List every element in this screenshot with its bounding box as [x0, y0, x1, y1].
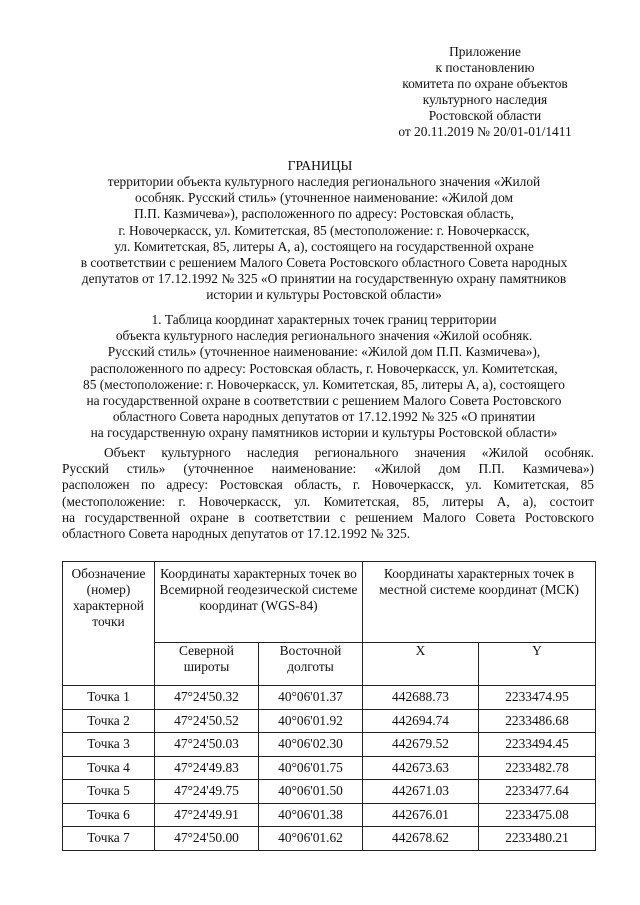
section-line: 85 (местоположение: г. Новочеркасск, ул. Комитетская, 85, литеры А, а), состоящего — [83, 376, 565, 392]
cell-longitude: 40°06'01.92 — [259, 709, 363, 733]
cell-point: Точка 3 — [63, 733, 155, 757]
cell-point: Точка 2 — [63, 709, 155, 733]
header-longitude: Восточной долготы — [259, 643, 363, 686]
header-wgs84-group: Координаты характерных точек во Всемирной геодезической системе координат (WGS-84) — [155, 562, 363, 643]
paragraph-line: областного Совета народных депутатов от 17.12.1992 № 325. — [62, 526, 411, 542]
paragraph-line: расположен по адресу: Ростовская область, г. Новочеркасск, ул. Комитетская, 85 — [62, 477, 594, 493]
cell-longitude: 40°06'01.62 — [259, 827, 363, 851]
section-line: Русский стиль» (уточненное наименование: «Жилой дом П.П. Казмичева»), — [107, 344, 541, 360]
section-heading — [44, 312, 604, 442]
section-line: областного Совета народных депутатов от 17.12.1992 № 325 «О принятии — [112, 409, 536, 425]
cell-x: 442679.52 — [363, 733, 479, 757]
cell-x: 442676.01 — [363, 803, 479, 827]
document-title: ГРАНИЦЫ — [287, 158, 353, 173]
table-row — [63, 733, 596, 757]
paragraph-line: на государственной охране в соответствии с решением Малого Совета Ростовского — [62, 509, 594, 525]
section-line: 1. Таблица координат характерных точек границ территории — [151, 312, 497, 327]
table-row — [63, 709, 596, 733]
cell-y: 2233480.21 — [479, 827, 596, 851]
subtitle-line: территории объекта культурного наследия регионального значения «Жилой — [107, 174, 541, 189]
header-msk-group: Координаты характерных точек в местной системе координат (МСК) — [363, 562, 596, 643]
cell-y: 2233482.78 — [479, 756, 596, 780]
cell-y: 2233494.45 — [479, 733, 596, 757]
cell-x: 442678.62 — [363, 827, 479, 851]
cell-point: Точка 7 — [63, 827, 155, 851]
object-description — [62, 445, 594, 542]
cell-y: 2233477.64 — [479, 780, 596, 804]
appendix-line: Ростовской области — [428, 108, 542, 123]
table-row — [63, 803, 596, 827]
section-line: объекта культурного наследия регионального значения «Жилой особняк. — [115, 328, 533, 344]
coordinates-rows — [63, 686, 596, 851]
document-subtitle — [44, 174, 604, 304]
cell-x: 442671.03 — [363, 780, 479, 804]
cell-point: Точка 1 — [63, 686, 155, 710]
table-row — [63, 780, 596, 804]
cell-point: Точка 4 — [63, 756, 155, 780]
subtitle-line: депутатов от 17.12.1992 № 325 «О принятии на государственную охрану памятников — [81, 271, 567, 287]
table-row — [63, 756, 596, 780]
paragraph-line: Объект культурного наследия регионального значения «Жилой особняк. — [104, 445, 594, 460]
cell-latitude: 47°24'50.32 — [155, 686, 259, 710]
cell-y: 2233475.08 — [479, 803, 596, 827]
cell-x: 442694.74 — [363, 709, 479, 733]
appendix-line: комитета по охране объектов — [402, 76, 568, 91]
cell-latitude: 47°24'50.52 — [155, 709, 259, 733]
subtitle-line: истории и культуры Ростовской области» — [206, 287, 442, 303]
cell-longitude: 40°06'01.38 — [259, 803, 363, 827]
section-line: на государственной охране в соответствии с решением Малого Совета Ростовского — [86, 393, 562, 409]
subtitle-line: П.П. Казмичева»), расположенного по адресу: Ростовская область, — [134, 206, 514, 222]
cell-x: 442688.73 — [363, 686, 479, 710]
paragraph-line: Русский стиль» (уточненное наименование: «Жилой дом П.П. Казмичева») — [62, 461, 594, 477]
table-row — [63, 827, 596, 851]
coordinates-table — [62, 561, 596, 851]
section-line: расположенного по адресу: Ростовская область, г. Новочеркасск, ул. Комитетская, — [90, 360, 558, 376]
header-point-designation: Обозначение (номер) характерной точки — [63, 562, 155, 686]
appendix-line: от 20.11.2019 № 20/01-01/1411 — [398, 124, 572, 139]
cell-longitude: 40°06'02.30 — [259, 733, 363, 757]
cell-longitude: 40°06'01.37 — [259, 686, 363, 710]
subtitle-line: особняк. Русский стиль» (уточненное наименование: «Жилой дом — [135, 190, 513, 206]
appendix-line: к постановлению — [435, 60, 535, 75]
cell-latitude: 47°24'49.91 — [155, 803, 259, 827]
cell-point: Точка 6 — [63, 803, 155, 827]
subtitle-line: г. Новочеркасск, ул. Комитетская, 85 (местоположение: г. Новочеркасск, — [118, 222, 530, 238]
appendix-header — [360, 44, 610, 140]
cell-y: 2233474.95 — [479, 686, 596, 710]
header-y: Y — [479, 643, 596, 686]
cell-latitude: 47°24'50.00 — [155, 827, 259, 851]
cell-longitude: 40°06'01.50 — [259, 780, 363, 804]
cell-x: 442673.63 — [363, 756, 479, 780]
cell-y: 2233486.68 — [479, 709, 596, 733]
cell-longitude: 40°06'01.75 — [259, 756, 363, 780]
header-x: X — [363, 643, 479, 686]
appendix-line: Приложение — [449, 44, 521, 59]
cell-latitude: 47°24'49.75 — [155, 780, 259, 804]
header-latitude: Северной широты — [155, 643, 259, 686]
cell-latitude: 47°24'50.03 — [155, 733, 259, 757]
paragraph-line: (местоположение: г. Новочеркасск, ул. Комитетская, 85, литеры А, а), состоит — [62, 493, 594, 509]
subtitle-line: ул. Комитетская, 85, литеры А, а), состоящего на государственной охране — [114, 238, 534, 254]
appendix-line: культурного наследия — [422, 92, 548, 107]
table-row — [63, 686, 596, 710]
cell-latitude: 47°24'49.83 — [155, 756, 259, 780]
section-line: на государственную охрану памятников истории и культуры Ростовской области» — [90, 425, 558, 441]
cell-point: Точка 5 — [63, 780, 155, 804]
subtitle-line: в соответствии с решением Малого Совета Ростовского областного Совета народных — [80, 255, 568, 271]
